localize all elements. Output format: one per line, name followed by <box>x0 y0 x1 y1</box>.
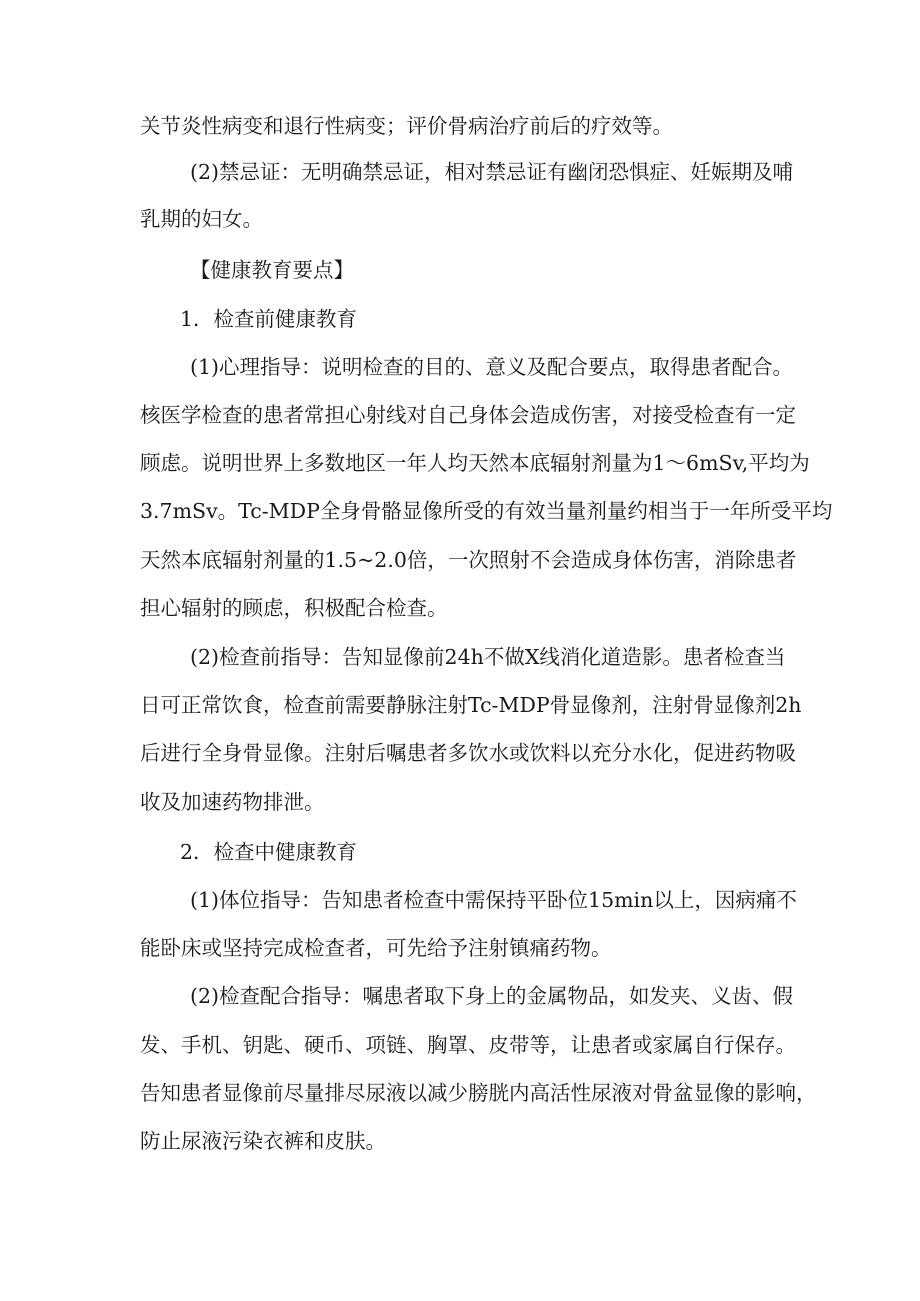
paragraph-line: 天然本底辐射剂量的1.5~2.0倍，一次照射不会造成身体伤害，消除患者 <box>140 548 797 572</box>
paragraph-line: 后进行全身骨显像。注射后嘱患者多饮水或饮料以充分水化，促进药物吸 <box>140 741 796 765</box>
paragraph-line: 3.7mSv。Tc-MDP全身骨骼显像所受的有效当量剂量约相当于一年所受平均 <box>140 499 833 523</box>
paragraph-line: (2)检查配合指导：嘱患者取下身上的金属物品，如发夹、义齿、假 <box>190 984 794 1008</box>
section-heading: 【健康教育要点】 <box>190 258 354 282</box>
paragraph-line: 发、手机、钥匙、硬币、项链、胸罩、皮带等，让患者或家属自行保存。 <box>140 1033 796 1057</box>
paragraph-line: 能卧床或坚持完成检查者，可先给予注射镇痛药物。 <box>140 936 612 960</box>
paragraph-line: (2)禁忌证：无明确禁忌证，相对禁忌证有幽闭恐惧症、妊娠期及哺 <box>190 160 794 184</box>
paragraph-line: 核医学检查的患者常担心射线对自己身体会造成伤害，对接受检查有一定 <box>140 403 796 427</box>
subheading: 2．检查中健康教育 <box>180 840 358 864</box>
subheading: 1．检查前健康教育 <box>180 307 358 331</box>
paragraph-line: 告知患者显像前尽量排尽尿液以减少膀胱内高活性尿液对骨盆显像的影响， <box>140 1081 817 1105</box>
paragraph-line: 收及加速药物排泄。 <box>140 790 325 814</box>
paragraph-line: (1)体位指导：告知患者检查中需保持平卧位15min以上，因病痛不 <box>190 888 797 912</box>
paragraph-line: 日可正常饮食，检查前需要静脉注射Tc-MDP骨显像剂，注射骨显像剂2h <box>140 693 802 717</box>
paragraph-line: 关节炎性病变和退行性病变；评价骨病治疗前后的疗效等。 <box>140 114 673 138</box>
paragraph-line: 防止尿液污染衣裤和皮肤。 <box>140 1129 386 1153</box>
paragraph-line: 乳期的妇女。 <box>140 207 263 231</box>
paragraph-line: (2)检查前指导：告知显像前24h不做X线消化道造影。患者检查当 <box>190 645 786 669</box>
paragraph-line: (1)心理指导：说明检查的目的、意义及配合要点，取得患者配合。 <box>190 355 794 379</box>
paragraph-line: 担心辐射的顾虑，积极配合检查。 <box>140 596 448 620</box>
paragraph-line: 顾虑。说明世界上多数地区一年人均天然本底辐射剂量为1～6mSv,平均为 <box>140 451 810 475</box>
